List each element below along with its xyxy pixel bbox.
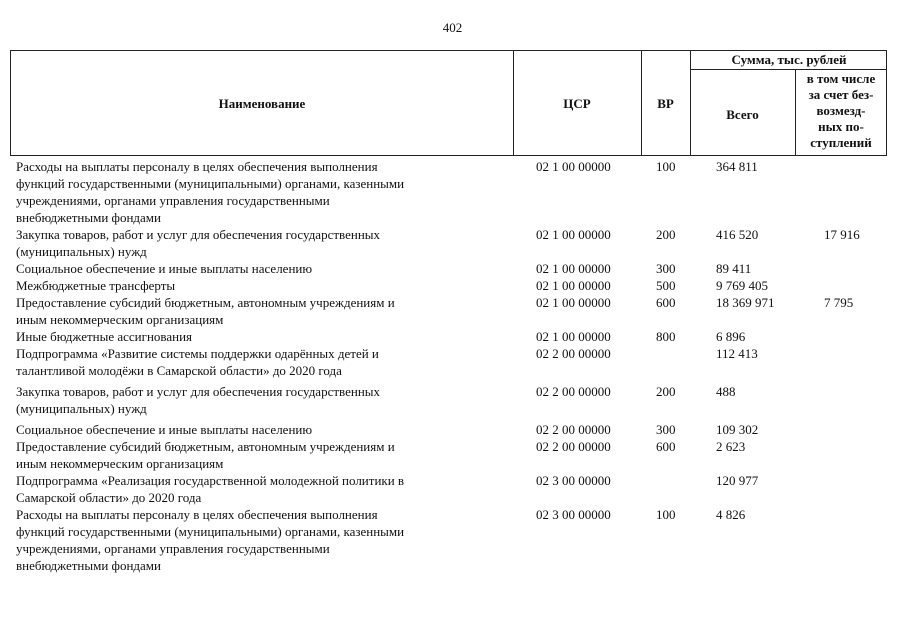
row-total: 9 769 405 <box>716 278 768 293</box>
page-number: 402 <box>442 20 463 35</box>
row-total: 18 369 971 <box>716 295 775 310</box>
row-name-line: Закупка товаров, работ и услуг для обеспечения государственных <box>16 384 381 399</box>
row-vr: 600 <box>656 295 676 310</box>
row-name-line: Подпрограмма «Реализация государственной молодежной политики в <box>16 473 405 488</box>
row-csr: 02 2 00 00000 <box>536 422 611 437</box>
row-name <box>16 345 516 379</box>
row-total: 488 <box>716 384 736 399</box>
row-total: 416 520 <box>716 227 759 242</box>
row-name-line: Расходы на выплаты персоналу в целях обеспечения выполнения <box>16 159 378 174</box>
row-name-line: функций государственными (муниципальными) органами, казенными <box>16 176 405 191</box>
row-incl: 7 795 <box>824 295 854 310</box>
header-incl: в том числе за счет без- возмезд- ных по- ступлений <box>806 71 876 150</box>
row-csr: 02 3 00 00000 <box>536 507 611 522</box>
row-total: 4 826 <box>716 507 746 522</box>
row-csr: 02 1 00 00000 <box>536 261 611 276</box>
header-csr: ЦСР <box>563 96 591 111</box>
row-name-line: Иные бюджетные ассигнования <box>16 329 193 344</box>
row-csr: 02 2 00 00000 <box>536 439 611 454</box>
table-row <box>16 328 886 345</box>
table-row <box>16 383 886 417</box>
row-total: 112 413 <box>716 346 758 361</box>
table-row <box>16 158 886 226</box>
table-row <box>16 506 886 574</box>
row-csr: 02 1 00 00000 <box>536 295 611 310</box>
row-csr: 02 1 00 00000 <box>536 159 611 174</box>
row-name-line: (муниципальных) нужд <box>16 401 147 416</box>
table-row <box>16 421 886 438</box>
row-divider <box>690 69 886 70</box>
table-body <box>16 158 886 574</box>
header-vr: ВР <box>657 96 674 111</box>
row-name <box>16 506 516 574</box>
table-row <box>16 277 886 294</box>
row-name-line: Межбюджетные трансферты <box>16 278 176 293</box>
row-csr: 02 2 00 00000 <box>536 346 611 361</box>
row-csr: 02 1 00 00000 <box>536 278 611 293</box>
row-name-line: Подпрограмма «Развитие системы поддержки одарённых детей и <box>16 346 379 361</box>
row-name-line: иным некоммерческим организациям <box>16 312 224 327</box>
row-name <box>16 438 516 472</box>
row-name <box>16 383 516 417</box>
row-name-line: учреждениями, органами управления государственными <box>16 541 330 556</box>
row-name-line: иным некоммерческим организациям <box>16 456 224 471</box>
row-vr: 100 <box>656 507 676 522</box>
row-vr: 100 <box>656 159 676 174</box>
row-name <box>16 294 516 328</box>
row-total: 120 977 <box>716 473 759 488</box>
row-name-line: Самарской области» до 2020 года <box>16 490 202 505</box>
row-vr: 300 <box>656 422 676 437</box>
table-row <box>16 438 886 472</box>
header-name: Наименование <box>218 96 306 111</box>
row-name <box>16 472 516 506</box>
row-name <box>16 158 516 226</box>
row-csr: 02 2 00 00000 <box>536 384 611 399</box>
row-csr: 02 3 00 00000 <box>536 473 611 488</box>
row-csr: 02 1 00 00000 <box>536 227 611 242</box>
table-row <box>16 294 886 328</box>
row-name-line: функций государственными (муниципальными) органами, казенными <box>16 524 405 539</box>
table-header <box>10 50 887 156</box>
row-name-line: Предоставление субсидий бюджетным, автономным учреждениям и <box>16 439 395 454</box>
row-total: 6 896 <box>716 329 746 344</box>
row-total: 89 411 <box>716 261 752 276</box>
table-row <box>16 472 886 506</box>
row-name-line: учреждениями, органами управления государственными <box>16 193 330 208</box>
row-name-line: Предоставление субсидий бюджетным, автономным учреждениям и <box>16 295 395 310</box>
row-name-line: Социальное обеспечение и иные выплаты населению <box>16 261 313 276</box>
row-name <box>16 421 516 438</box>
row-name <box>16 260 516 277</box>
row-vr: 200 <box>656 227 676 242</box>
row-name-line: Расходы на выплаты персоналу в целях обеспечения выполнения <box>16 507 378 522</box>
row-name-line: Социальное обеспечение и иные выплаты населению <box>16 422 313 437</box>
row-vr: 200 <box>656 384 676 399</box>
row-vr: 600 <box>656 439 676 454</box>
row-total: 109 302 <box>716 422 759 437</box>
row-name <box>16 328 516 345</box>
row-csr: 02 1 00 00000 <box>536 329 611 344</box>
header-total: Всего <box>726 107 759 122</box>
row-name-line: талантливой молодёжи в Самарской области» до 2020 года <box>16 363 342 378</box>
row-incl: 17 916 <box>824 227 860 242</box>
row-vr: 500 <box>656 278 676 293</box>
row-name <box>16 277 516 294</box>
row-total: 364 811 <box>716 159 758 174</box>
row-name-line: внебюджетными фондами <box>16 558 161 573</box>
table-row <box>16 260 886 277</box>
row-vr: 800 <box>656 329 676 344</box>
row-name-line: внебюджетными фондами <box>16 210 161 225</box>
header-sum-group: Сумма, тыс. рублей <box>731 52 847 67</box>
row-name <box>16 226 516 260</box>
row-total: 2 623 <box>716 439 746 454</box>
row-name-line: Закупка товаров, работ и услуг для обеспечения государственных <box>16 227 381 242</box>
table-row <box>16 345 886 379</box>
row-name-line: (муниципальных) нужд <box>16 244 147 259</box>
table-row <box>16 226 886 260</box>
row-vr: 300 <box>656 261 676 276</box>
